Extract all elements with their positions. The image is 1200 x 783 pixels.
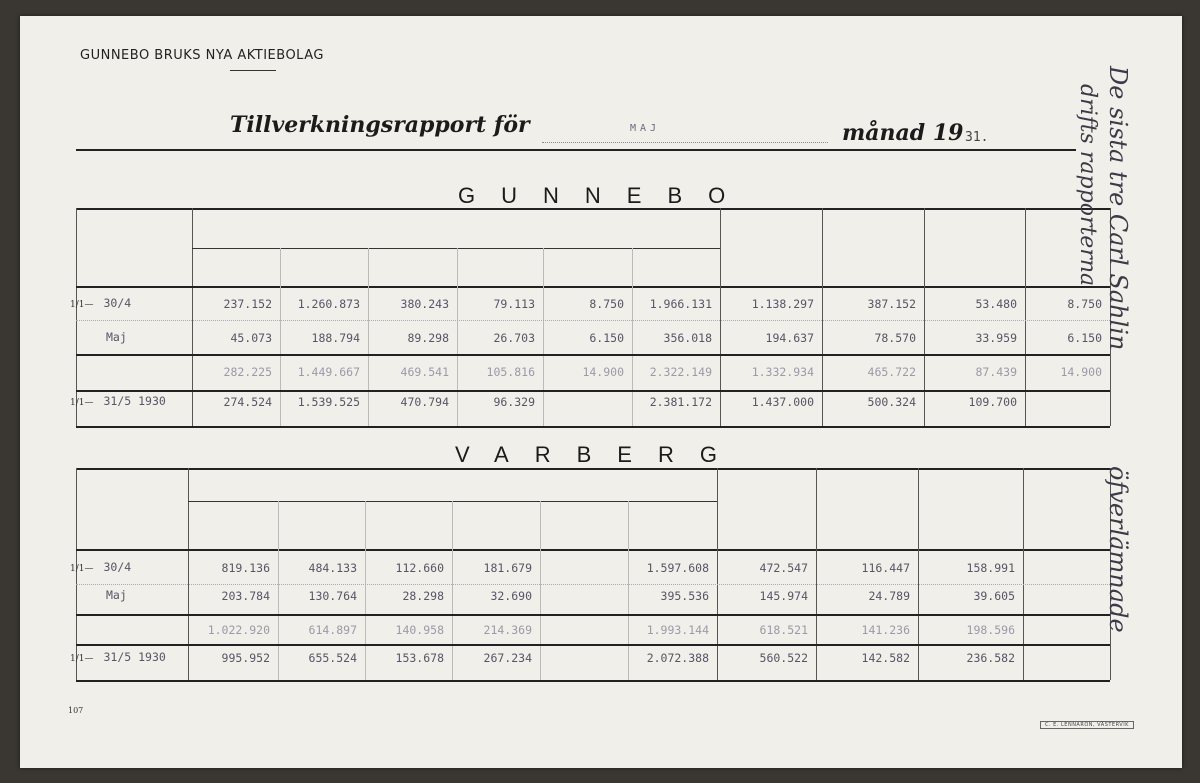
cell-value: 6.150 bbox=[1067, 331, 1102, 345]
cell-value: 28.298 bbox=[402, 589, 444, 603]
row-label-text: 31/5 1930 bbox=[103, 650, 166, 664]
sub-column-rule bbox=[540, 501, 541, 680]
table-top-rule bbox=[76, 208, 1110, 210]
row-separator bbox=[76, 614, 1110, 616]
cell-value: 500.324 bbox=[867, 395, 916, 409]
cell-value: 24.789 bbox=[868, 589, 910, 603]
cell-value: 39.605 bbox=[973, 589, 1015, 603]
cell-value: 87.439 bbox=[975, 365, 1017, 379]
cell-value: 198.596 bbox=[966, 623, 1015, 637]
cell-value: 45.073 bbox=[230, 331, 272, 345]
row-label bbox=[70, 296, 131, 310]
section-title-gunnebo: GUNNEBO bbox=[458, 183, 752, 208]
report-month: MAJ bbox=[630, 123, 661, 134]
cell-value: 1.539.525 bbox=[297, 395, 360, 409]
cell-value: 8.750 bbox=[1067, 297, 1102, 311]
cell-value: 79.113 bbox=[493, 297, 535, 311]
cell-value: 995.952 bbox=[221, 651, 270, 665]
cell-value: 89.298 bbox=[407, 331, 449, 345]
report-title: Tillverkningsrapport för bbox=[230, 112, 530, 138]
cell-value: 380.243 bbox=[400, 297, 449, 311]
cell-value: 819.136 bbox=[221, 561, 270, 575]
cell-value: 1.449.667 bbox=[297, 365, 360, 379]
cell-value: 655.524 bbox=[308, 651, 357, 665]
cell-value: 214.369 bbox=[483, 623, 532, 637]
printer-stamp: C. E. LENNARON, VÄSTERVIK bbox=[1040, 721, 1134, 729]
cell-value: 274.524 bbox=[223, 395, 272, 409]
cell-value: 112.660 bbox=[395, 561, 444, 575]
cell-value: 96.329 bbox=[493, 395, 535, 409]
header-bottom-rule bbox=[76, 549, 1110, 551]
cell-value: 618.521 bbox=[759, 623, 808, 637]
cell-value: 1.138.297 bbox=[751, 297, 814, 311]
header-bottom-rule bbox=[76, 286, 1110, 288]
cell-value: 2.072.388 bbox=[646, 651, 709, 665]
row-separator bbox=[76, 390, 1110, 392]
cell-value: 33.959 bbox=[975, 331, 1017, 345]
report-sheet bbox=[20, 16, 1182, 768]
row-separator bbox=[76, 354, 1110, 356]
cell-value: 105.816 bbox=[486, 365, 535, 379]
cell-value: 8.750 bbox=[589, 297, 624, 311]
cell-value: 1.332.934 bbox=[751, 365, 814, 379]
cell-value: 282.225 bbox=[223, 365, 272, 379]
main-column-rule bbox=[1023, 468, 1024, 680]
cell-value: 356.018 bbox=[663, 331, 712, 345]
cell-value: 1.437.000 bbox=[751, 395, 814, 409]
handwritten-note-line3: öfverlämnade bbox=[1104, 466, 1132, 633]
row-label-prefix: 1/1— bbox=[70, 564, 94, 574]
cell-value: 2.322.149 bbox=[649, 365, 712, 379]
main-column-rule bbox=[822, 208, 823, 426]
cell-value: 26.703 bbox=[493, 331, 535, 345]
cell-value: 194.637 bbox=[765, 331, 814, 345]
label-column-rule bbox=[192, 208, 193, 426]
row-label-text: 30/4 bbox=[103, 560, 132, 574]
cell-value: 560.522 bbox=[759, 651, 808, 665]
cell-value: 14.900 bbox=[1060, 365, 1102, 379]
row-separator bbox=[76, 644, 1110, 646]
row-label-text: 31/5 1930 bbox=[103, 394, 166, 408]
cell-value: 387.152 bbox=[867, 297, 916, 311]
table-top-rule bbox=[76, 468, 1110, 470]
row-label-text: Maj bbox=[106, 330, 127, 344]
company-underline bbox=[230, 70, 276, 71]
cell-value: 267.234 bbox=[483, 651, 532, 665]
form-number: 107 bbox=[68, 706, 84, 715]
cell-value: 140.958 bbox=[395, 623, 444, 637]
cell-value: 472.547 bbox=[759, 561, 808, 575]
row-label bbox=[70, 588, 127, 602]
cell-value: 470.794 bbox=[400, 395, 449, 409]
row-label-text: Maj bbox=[106, 588, 127, 602]
row-label-text: 30/4 bbox=[103, 296, 132, 310]
row-label bbox=[70, 560, 131, 574]
row-label bbox=[70, 650, 166, 664]
cell-value: 130.764 bbox=[308, 589, 357, 603]
cell-value: 614.897 bbox=[308, 623, 357, 637]
row-label bbox=[70, 394, 166, 408]
cell-value: 1.022.920 bbox=[207, 623, 270, 637]
section-title-varberg: VARBERG bbox=[455, 442, 743, 467]
cell-value: 465.722 bbox=[867, 365, 916, 379]
cell-value: 158.991 bbox=[966, 561, 1015, 575]
report-year: 31. bbox=[965, 130, 989, 145]
row-separator bbox=[76, 584, 1110, 585]
cell-value: 142.582 bbox=[861, 651, 910, 665]
row-separator bbox=[76, 320, 1110, 321]
cell-value: 237.152 bbox=[223, 297, 272, 311]
cell-value: 395.536 bbox=[660, 589, 709, 603]
row-label-prefix: 1/1— bbox=[70, 398, 94, 408]
cell-value: 2.381.172 bbox=[649, 395, 712, 409]
cell-value: 141.236 bbox=[861, 623, 910, 637]
cell-value: 116.447 bbox=[861, 561, 910, 575]
cell-value: 6.150 bbox=[589, 331, 624, 345]
row-label-prefix: 1/1— bbox=[70, 300, 94, 310]
cell-value: 1.993.144 bbox=[646, 623, 709, 637]
cell-value: 203.784 bbox=[221, 589, 270, 603]
cell-value: 14.900 bbox=[582, 365, 624, 379]
title-rule bbox=[76, 149, 1076, 151]
cell-value: 78.570 bbox=[874, 331, 916, 345]
cell-value: 484.133 bbox=[308, 561, 357, 575]
table-bottom-rule bbox=[76, 680, 1110, 682]
table-bottom-rule bbox=[76, 426, 1110, 428]
main-column-rule bbox=[924, 208, 925, 426]
cell-value: 1.597.608 bbox=[646, 561, 709, 575]
cell-value: 32.690 bbox=[490, 589, 532, 603]
row-label-prefix: 1/1— bbox=[70, 654, 94, 664]
cell-value: 181.679 bbox=[483, 561, 532, 575]
cell-value: 53.480 bbox=[975, 297, 1017, 311]
month-dotted-line bbox=[542, 142, 828, 143]
cell-value: 109.700 bbox=[968, 395, 1017, 409]
cell-value: 1.966.131 bbox=[649, 297, 712, 311]
cell-value: 188.794 bbox=[311, 331, 360, 345]
group-header-rule bbox=[192, 248, 720, 249]
cell-value: 1.260.873 bbox=[297, 297, 360, 311]
row-label bbox=[70, 330, 127, 344]
cell-value: 469.541 bbox=[400, 365, 449, 379]
cell-value: 236.582 bbox=[966, 651, 1015, 665]
handwritten-note-line2: drifts rapporterna bbox=[1075, 84, 1100, 287]
company-name: GUNNEBO BRUKS NYA AKTIEBOLAG bbox=[80, 48, 324, 63]
table-left-rule bbox=[76, 468, 77, 680]
manad-label: månad 19 bbox=[842, 120, 964, 146]
cell-value: 145.974 bbox=[759, 589, 808, 603]
cell-value: 153.678 bbox=[395, 651, 444, 665]
handwritten-note-line1: De sista tre Carl Sahlin bbox=[1104, 66, 1132, 351]
main-column-rule bbox=[720, 208, 721, 426]
main-column-rule bbox=[1025, 208, 1026, 426]
